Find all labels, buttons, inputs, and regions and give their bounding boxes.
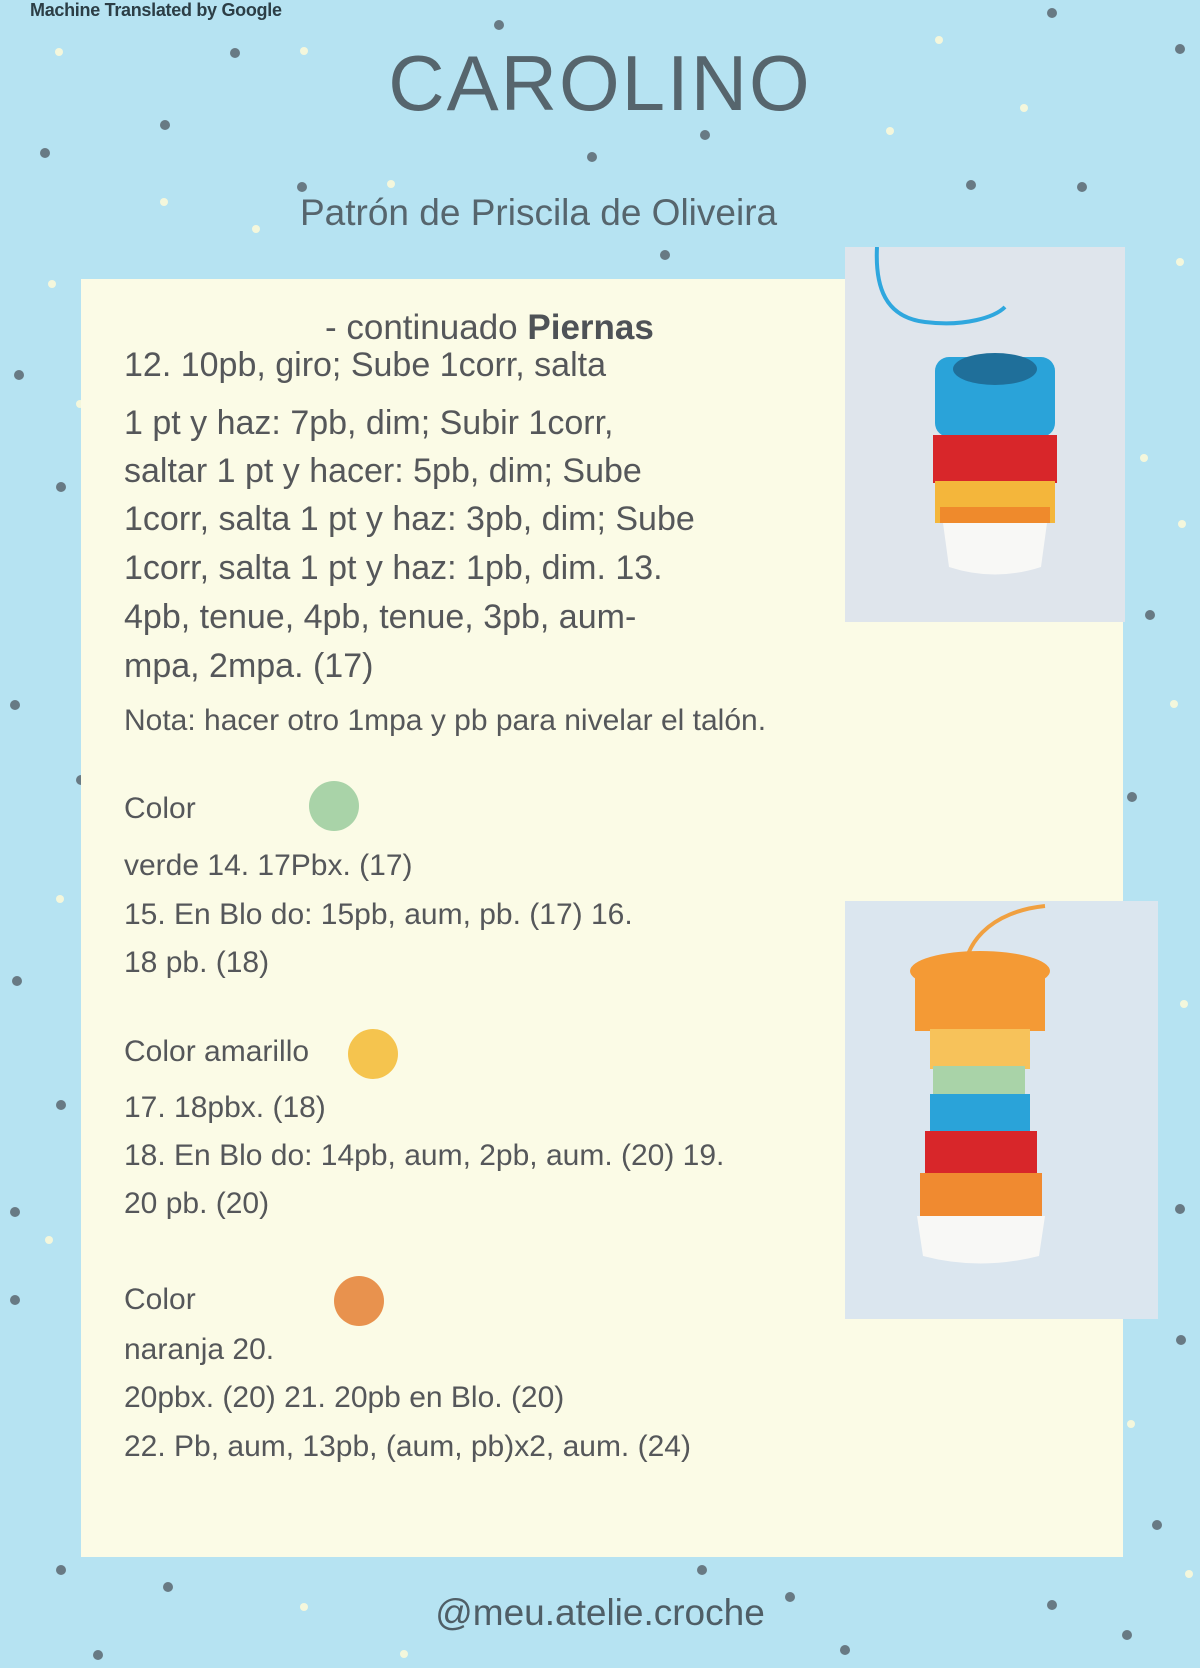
- decorative-dot: [1185, 1570, 1193, 1578]
- decorative-dot: [966, 180, 976, 190]
- decorative-dot: [1140, 454, 1148, 462]
- decorative-dot: [387, 180, 395, 188]
- decorative-dot: [697, 1565, 707, 1575]
- instruction-line: 1corr, salta 1 pt y haz: 1pb, dim. 13.: [124, 549, 663, 587]
- section-heading: [325, 308, 654, 348]
- decorative-dot: [1127, 1420, 1135, 1428]
- decorative-dot: [1180, 1000, 1188, 1008]
- color-line: 22. Pb, aum, 13pb, (aum, pb)x2, aum. (24): [124, 1430, 691, 1463]
- decorative-dot: [160, 198, 168, 206]
- crochet-leg-photo-long: [845, 901, 1158, 1319]
- orange-swatch: [334, 1276, 384, 1326]
- instruction-line: mpa, 2mpa. (17): [124, 647, 374, 685]
- crochet-leg-illustration-long: [845, 901, 1158, 1319]
- note-text: Nota: hacer otro 1mpa y pb para nivelar el talón.: [124, 704, 767, 737]
- pattern-author: Patrón de Priscila de Oliveira: [300, 192, 778, 233]
- decorative-dot: [1175, 1204, 1185, 1214]
- decorative-dot: [10, 700, 20, 710]
- color-line: 15. En Blo do: 15pb, aum, pb. (17) 16.: [124, 898, 633, 931]
- decorative-dot: [45, 1236, 53, 1244]
- decorative-dot: [1127, 792, 1137, 802]
- decorative-dot: [12, 976, 22, 986]
- decorative-dot: [252, 225, 260, 233]
- decorative-dot: [163, 1582, 173, 1592]
- color-line: 17. 18pbx. (18): [124, 1091, 326, 1124]
- decorative-dot: [1176, 1335, 1186, 1345]
- machine-translation-watermark: Machine Translated by Google: [30, 0, 282, 20]
- crochet-leg-illustration: [845, 247, 1125, 622]
- decorative-dot: [1176, 258, 1184, 266]
- decorative-dot: [14, 370, 24, 380]
- title-text: CAROLINO: [388, 39, 812, 127]
- decorative-dot: [1170, 700, 1178, 708]
- decorative-dot: [297, 182, 307, 192]
- decorative-dot: [1152, 1520, 1162, 1530]
- instruction-line: 4pb, tenue, 4pb, tenue, 3pb, aum-: [124, 598, 637, 636]
- decorative-dot: [93, 1650, 103, 1660]
- color-line: 20 pb. (20): [124, 1187, 270, 1220]
- decorative-dot: [587, 152, 597, 162]
- instagram-handle: @meu.atelie.croche: [435, 1592, 765, 1633]
- color-line: verde 14. 17Pbx. (17): [124, 849, 413, 882]
- instruction-line: 1corr, salta 1 pt y haz: 3pb, dim; Sube: [124, 500, 695, 538]
- decorative-dot: [1145, 610, 1155, 620]
- decorative-dot: [56, 1100, 66, 1110]
- instruction-line: saltar 1 pt y hacer: 5pb, dim; Sube: [124, 452, 642, 490]
- decorative-dot: [1077, 182, 1087, 192]
- decorative-dot: [56, 482, 66, 492]
- decorative-dot: [840, 1645, 850, 1655]
- section-prefix: - continuado: [325, 308, 528, 347]
- instruction-line: 1 pt y haz: 7pb, dim; Subir 1corr,: [124, 404, 614, 442]
- decorative-dot: [56, 895, 64, 903]
- decorative-dot: [48, 280, 56, 288]
- instruction-line: 12. 10pb, giro; Sube 1corr, salta: [124, 346, 606, 384]
- color-line: 20pbx. (20) 21. 20pb en Blo. (20): [124, 1381, 565, 1414]
- color-label: Color: [124, 1283, 196, 1316]
- decorative-dot: [700, 130, 710, 140]
- decorative-dot: [56, 1565, 66, 1575]
- color-label: Color amarillo: [124, 1035, 310, 1068]
- green-swatch: [309, 781, 359, 831]
- decorative-dot: [1178, 520, 1186, 528]
- color-label: Color: [124, 792, 196, 825]
- section-name: Piernas: [527, 308, 654, 347]
- page-title: [0, 38, 1200, 129]
- color-line: 18. En Blo do: 14pb, aum, 2pb, aum. (20) 19.: [124, 1139, 725, 1172]
- decorative-dot: [400, 1650, 408, 1658]
- yellow-swatch: [348, 1029, 398, 1079]
- decorative-dot: [10, 1207, 20, 1217]
- color-line: naranja 20.: [124, 1333, 275, 1366]
- decorative-dot: [40, 148, 50, 158]
- color-line: 18 pb. (18): [124, 946, 270, 979]
- decorative-dot: [10, 1295, 20, 1305]
- decorative-dot: [494, 20, 504, 30]
- crochet-leg-photo-short: [845, 247, 1125, 622]
- decorative-dot: [660, 250, 670, 260]
- decorative-dot: [1047, 8, 1057, 18]
